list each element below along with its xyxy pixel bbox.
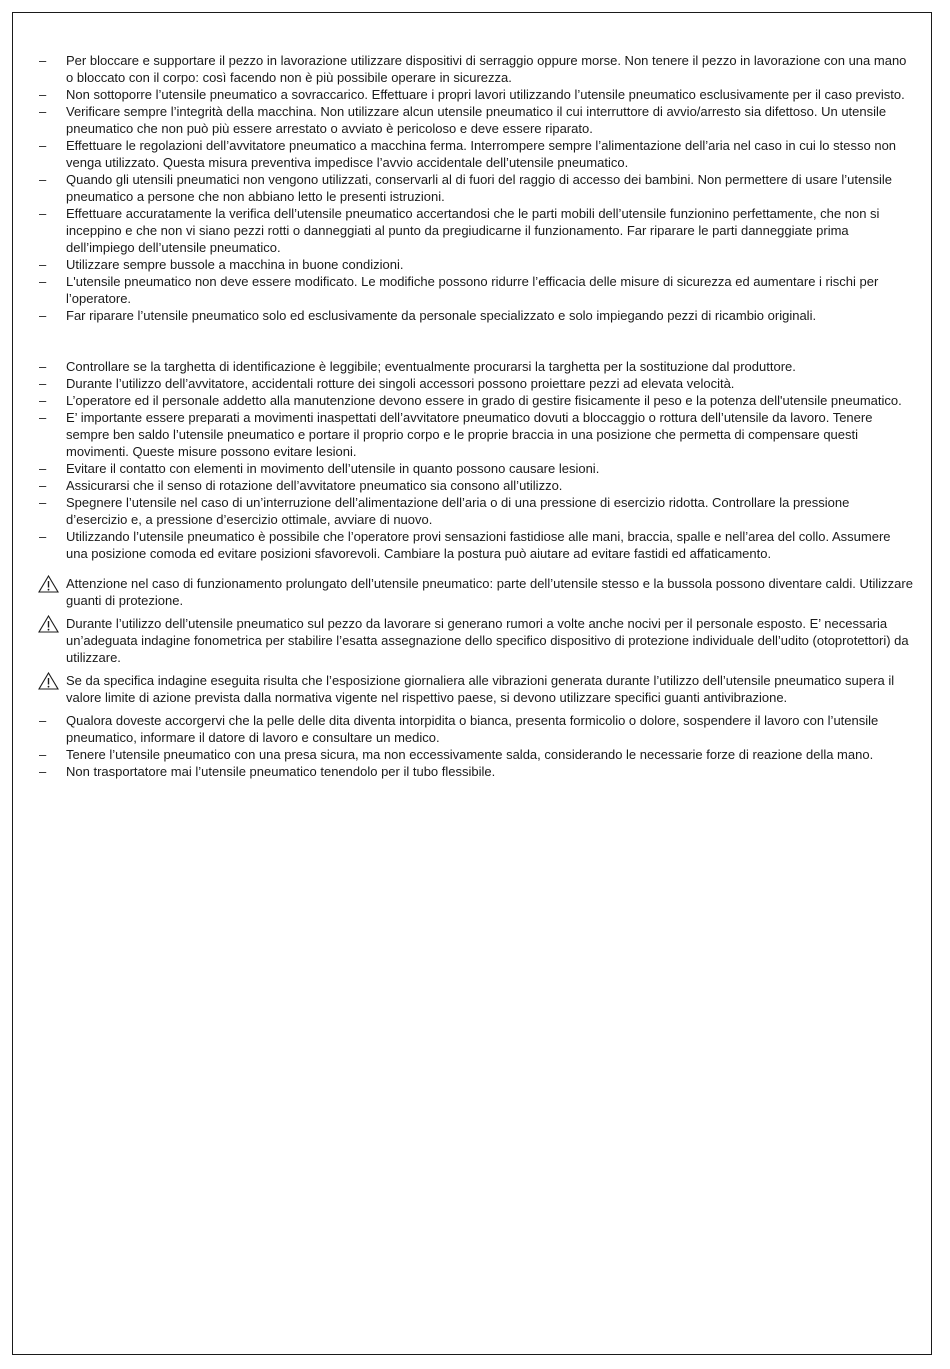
list-item-text: Non trasportatore mai l’utensile pneumatico tenendolo per il tubo flessibile. xyxy=(66,764,496,779)
dash-bullet: – xyxy=(39,172,47,187)
list-item xyxy=(37,307,913,324)
list-item-text: Spegnere l’utensile nel caso di un’interruzione dell’alimentazione dell’aria o di una pressione di esercizio ridotta. Controllare la pressione d’esercizio e, a pressione d’esercizio ottimale, avviare di nuovo. xyxy=(66,495,850,527)
list-item-text: Verificare sempre l’integrità della macchina. Non utilizzare alcun utensile pneumatico il cui interruttore di avvio/arresto sia difettoso. Un utensile pneumatico che non può più essere arrestato o avviato è pericoloso e deve essere riparato. xyxy=(66,104,887,136)
list-item xyxy=(37,137,913,171)
dash-bullet: – xyxy=(39,713,47,728)
page-frame xyxy=(12,12,932,1355)
warning-text: Se da specifica indagine eseguita risulta che l’esposizione giornaliera alle vibrazioni generata durante l’utilizzo dell’utensile pneumatico supera il valore limite di azione prevista dalla normativa vigente nel rispettivo paese, si devono utilizzare specifici guanti antivibrazione. xyxy=(66,673,895,705)
dash-bullet: – xyxy=(39,764,47,779)
list-item-text: Controllare se la targhetta di identificazione è leggibile; eventualmente procurarsi la targhetta per la sostituzione dal produttore. xyxy=(66,359,796,374)
dash-bullet: – xyxy=(39,274,47,289)
dash-bullet: – xyxy=(39,53,47,68)
list-item xyxy=(37,171,913,205)
warning-triangle-icon xyxy=(38,575,59,593)
list-item xyxy=(37,273,913,307)
list-item-text: Quando gli utensili pneumatici non vengono utilizzati, conservarli al di fuori del raggio di accesso dei bambini. Non permettere di usare l’utensile pneumatico a persone che non abbiano letto le presenti istruzioni. xyxy=(66,172,892,204)
list-item xyxy=(37,205,913,256)
list-item-text: Qualora doveste accorgervi che la pelle delle dita diventa intorpidita o bianca, presenta formicolio o dolore, sospendere il lavoro con l’utensile pneumatico, informare il datore di lavoro e consultare un medico. xyxy=(66,713,879,745)
list-item-text: Effettuare accuratamente la verifica dell’utensile pneumatico accertandosi che le parti mobili dell’utensile funzionino perfettamente, che non si inceppino e che non vi siano pezzi rotti o danneggiati al punto da pregiudicarne il funzionamento. Far riparare le parti danneggiate prima dell’impiego dell’utensile pneumatico. xyxy=(66,206,880,255)
dash-bullet: – xyxy=(39,461,47,476)
dash-bullet: – xyxy=(39,495,47,510)
dash-bullet: – xyxy=(39,359,47,374)
list-item-text: Assicurarsi che il senso di rotazione dell’avvitatore pneumatico sia consono all’utilizzo. xyxy=(66,478,563,493)
list-item xyxy=(37,392,913,409)
dash-bullet: – xyxy=(39,393,47,408)
list-item xyxy=(37,358,913,375)
list-item-text: Utilizzare sempre bussole a macchina in buone condizioni. xyxy=(66,257,404,272)
dash-bullet: – xyxy=(39,138,47,153)
list-item-text: Per bloccare e supportare il pezzo in lavorazione utilizzare dispositivi di serraggio oppure morse. Non tenere il pezzo in lavorazione con una mano o bloccato con il corpo: così facendo non è più possibile operare in sicurezza. xyxy=(66,53,907,85)
list-item-text: Far riparare l’utensile pneumatico solo ed esclusivamente da personale specializzato e solo impiegando pezzi di ricambio originali. xyxy=(66,308,817,323)
list-item xyxy=(37,86,913,103)
warning-note xyxy=(37,672,913,706)
safety-list-1 xyxy=(37,52,913,324)
list-item-text: Evitare il contatto con elementi in movimento dell’utensile in quanto possono causare lesioni. xyxy=(66,461,600,476)
dash-bullet: – xyxy=(39,478,47,493)
list-item-text: Non sottoporre l’utensile pneumatico a sovraccarico. Effettuare i propri lavori utilizzando l’utensile pneumatico esclusivamente per il caso previsto. xyxy=(66,87,905,102)
warning-note xyxy=(37,615,913,666)
list-item xyxy=(37,712,913,746)
list-item-text: Tenere l’utensile pneumatico con una presa sicura, ma non eccessivamente salda, considerando le necessarie forze di reazione della mano. xyxy=(66,747,874,762)
section-spacer xyxy=(37,324,913,358)
list-item xyxy=(37,763,913,780)
list-item xyxy=(37,375,913,392)
section-spacer xyxy=(37,562,913,575)
dash-bullet: – xyxy=(39,410,47,425)
warning-triangle-icon xyxy=(38,672,59,690)
list-item-text: Durante l’utilizzo dell’avvitatore, accidentali rotture dei singoli accessori possono proiettare pezzi ad elevata velocità. xyxy=(66,376,735,391)
dash-bullet: – xyxy=(39,529,47,544)
warning-triangle-icon xyxy=(38,615,59,633)
list-item-text: E’ importante essere preparati a movimenti inaspettati dell’avvitatore pneumatico dovuti a bloccaggio o rottura dell’utensile da lavoro. Tenere sempre ben saldo l’utensile pneumatico e portare il proprio corpo e le proprie braccia in una posizione che permetta di compensare questi movimenti. Queste misure possono evitare lesioni. xyxy=(66,410,873,459)
safety-list-2 xyxy=(37,358,913,562)
dash-bullet: – xyxy=(39,308,47,323)
document-body xyxy=(37,52,913,780)
list-item xyxy=(37,494,913,528)
list-item xyxy=(37,52,913,86)
list-item-text: Effettuare le regolazioni dell’avvitatore pneumatico a macchina ferma. Interrompere sempre l’alimentazione dell’aria nel caso in cui lo stesso non venga utilizzato. Questa misura preventiva impedisce l’avvio accidentale dell’utensile pneumatico. xyxy=(66,138,897,170)
warning-note xyxy=(37,575,913,609)
dash-bullet: – xyxy=(39,257,47,272)
list-item xyxy=(37,460,913,477)
dash-bullet: – xyxy=(39,206,47,221)
list-item xyxy=(37,409,913,460)
list-item xyxy=(37,103,913,137)
dash-bullet: – xyxy=(39,747,47,762)
dash-bullet: – xyxy=(39,376,47,391)
warning-text: Durante l’utilizzo dell’utensile pneumatico sul pezzo da lavorare si generano rumori a volte anche nocivi per il personale esposto. E’ necessaria un’adeguata indagine fonometrica per stabilire l’esatta assegnazione dello specifico dispositivo di protezione individuale dell’udito (otoprotettori) da utilizzare. xyxy=(66,616,909,665)
dash-bullet: – xyxy=(39,104,47,119)
list-item-text: L’operatore ed il personale addetto alla manutenzione devono essere in grado di gestire fisicamente il peso e la potenza dell'utensile pneumatico. xyxy=(66,393,902,408)
list-item xyxy=(37,477,913,494)
warning-text: Attenzione nel caso di funzionamento prolungato dell’utensile pneumatico: parte dell’utensile stesso e la bussola possono diventare caldi. Utilizzare guanti di protezione. xyxy=(66,576,913,608)
list-item-text: L'utensile pneumatico non deve essere modificato. Le modifiche possono ridurre l’efficacia delle misure di sicurezza ed aumentare i rischi per l’operatore. xyxy=(66,274,879,306)
list-item-text: Utilizzando l’utensile pneumatico è possibile che l’operatore provi sensazioni fastidiose alle mani, braccia, spalle e nell’area del collo. Assumere una posizione comoda ed evitare posizioni sfavorevoli. Cambiare la postura può aiutare ad evitare fastidi ed affaticamento. xyxy=(66,529,891,561)
list-item xyxy=(37,528,913,562)
dash-bullet: – xyxy=(39,87,47,102)
safety-list-3 xyxy=(37,712,913,780)
list-item xyxy=(37,256,913,273)
list-item xyxy=(37,746,913,763)
